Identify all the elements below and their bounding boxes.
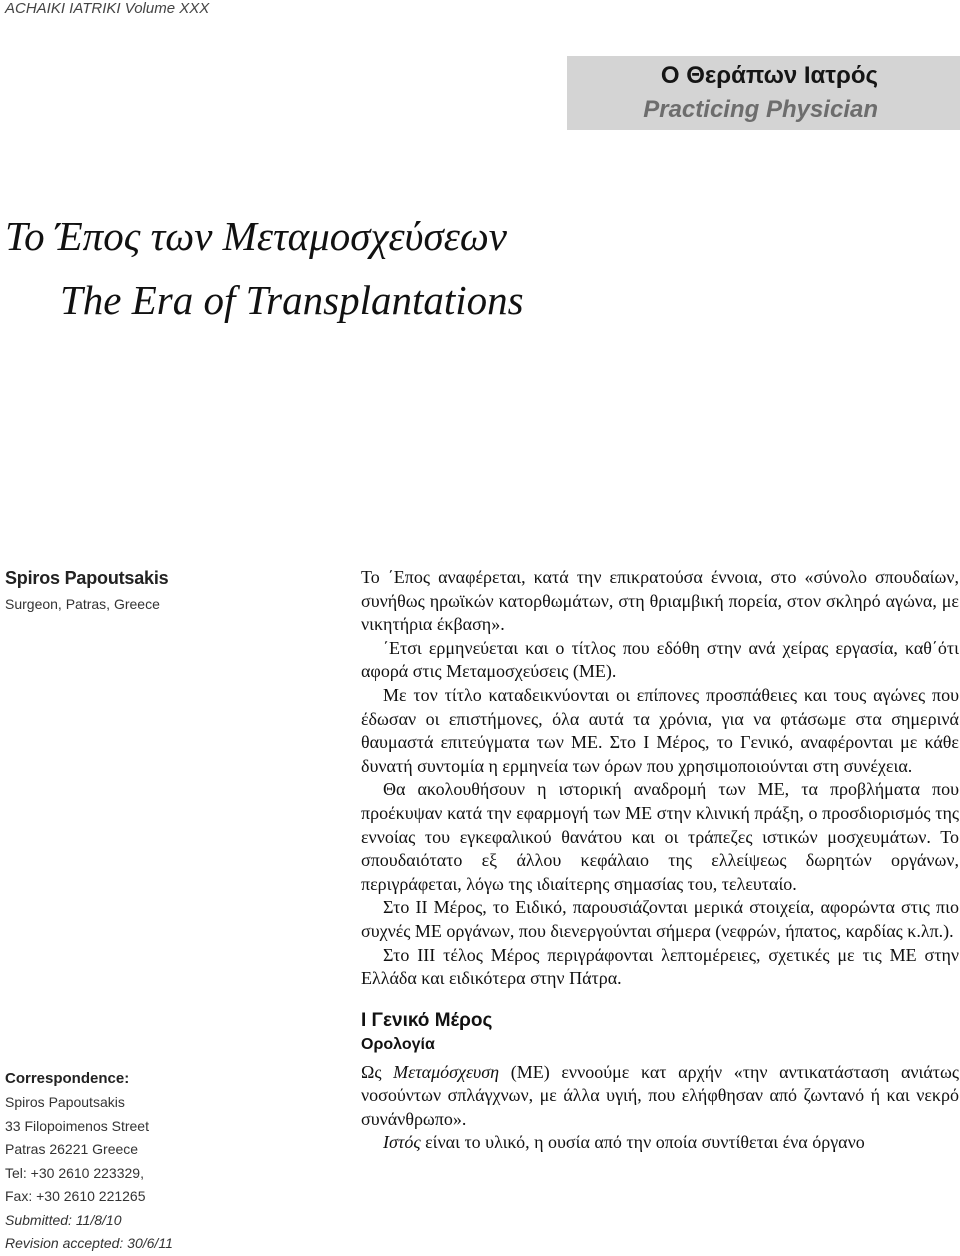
body-text: (ΜΕ) εννοούμε κατ αρχήν «την αντικατάσταση ανιάτως νοσούντων σπλάγχνων, με άλλα υγιή, που ελήφθησαν από ζωντανό ή και νεκρό συνάνθρωπο». — [361, 1061, 959, 1129]
revision-date: Revision accepted: 30/6/11 — [5, 1235, 173, 1251]
body-paragraph: ΄Ετσι ερμηνεύεται και ο τίτλος που εδόθη στην ανά χείρας εργασία, καθ΄ότι αφορά στις Μεταμοσχεύσεις (ΜΕ). — [361, 637, 959, 682]
correspondence-line: Patras 26221 Greece — [5, 1141, 139, 1157]
section-title-greek: Ο Θεράπων Ιατρός — [660, 62, 878, 89]
correspondence-line: Spiros Papoutsakis — [5, 1094, 125, 1110]
journal-header: ACHAIKI IATRIKI Volume XXX — [5, 0, 210, 17]
body-paragraph: Στο ΙΙΙ τέλος Μέρος περιγράφονται λεπτομέρειες, σχετικές με τις ΜΕ στην Ελλάδα και ειδικότερα στην Πάτρα. — [361, 944, 959, 989]
body-paragraph: Στο ΙΙ Μέρος, το Ειδικό, παρουσιάζονται μερικά στοιχεία, αφορώντα στις πιο συχνές ΜΕ οργάνων, που διενεργούνται σήμερα (νεφρών, ήπατος, καρδίας κ.λπ.). — [361, 897, 959, 941]
body-paragraph — [361, 1061, 959, 1132]
correspondence-line: Fax: +30 2610 221265 — [5, 1188, 146, 1204]
body-paragraph — [361, 1131, 959, 1155]
author-affiliation: Surgeon, Patras, Greece — [5, 596, 160, 612]
correspondence-line: 33 Filopoimenos Street — [5, 1117, 149, 1134]
section-title-english: Practicing Physician — [643, 96, 878, 123]
body-paragraph: Το ΄Επος αναφέρεται, κατά την επικρατούσα έννοια, στο «σύνολο σπουδαίων, συνήθως ηρωϊκών κατορθωμάτων, στη θριαμβική πορεία, στον σκληρό αγώνα, με νικητήρια έκβαση». — [361, 567, 959, 635]
correspondence-block — [5, 1091, 173, 1256]
body-paragraph: Θα ακολουθήσουν η ιστορική αναδρομή των ΜΕ, τα προβλήματα που προέκυψαν κατά την εφαρμογή των ΜΕ στην κλινική πράξη, ο προσδιορισμός της εννοίας του εγκεφαλικού θανάτου και οι τράπεζες ιστικών μοσχευμάτων. Το σπουδαιότατο εξ άλλου κεφάλαιο της ελλείψεως δωρητών οργάνων, περιγράφεται, λόγω της ιδιαίτερης σημασίας του, τελευταίο. — [361, 779, 959, 894]
section-heading: Ι Γενικό Μέρος — [361, 1009, 493, 1031]
author-name: Spiros Papoutsakis — [5, 568, 169, 588]
section-banner — [567, 56, 960, 130]
correspondence-label: Correspondence: — [5, 1070, 130, 1087]
term-italic: Μεταμόσχευση — [393, 1061, 500, 1082]
article-title-english: The Era of Transplantations — [60, 277, 524, 323]
body-text: Ως — [361, 1061, 394, 1082]
subsection-heading: Ορολογία — [361, 1035, 435, 1053]
article-title-greek: Το Έπος των Μεταμοσχεύσεων — [5, 213, 508, 259]
article-body — [361, 566, 959, 1155]
correspondence-line: Tel: +30 2610 223329, — [5, 1164, 144, 1181]
body-paragraph: Με τον τίτλο καταδεικνύονται οι επίπονες προσπάθειες και τους αγώνες που έδωσαν οι επιστήμονες, όλα αυτά τα χρόνια, για να φτάσωμε στα σημερινά θαυμαστά επιτεύγματα των ΜΕ. Στο Ι Μέρος, το Γενικό, αναφέρονται με κάθε δυνατή συντομία η ερμηνεία των όρων που χρησιμοποιούνται στη συνέχεια. — [361, 684, 959, 776]
submitted-date: Submitted: 11/8/10 — [5, 1211, 122, 1228]
term-italic: Ιστός — [383, 1132, 421, 1153]
body-text: είναι το υλικό, η ουσία από την οποία συντίθεται ένα όργανο — [420, 1132, 865, 1153]
